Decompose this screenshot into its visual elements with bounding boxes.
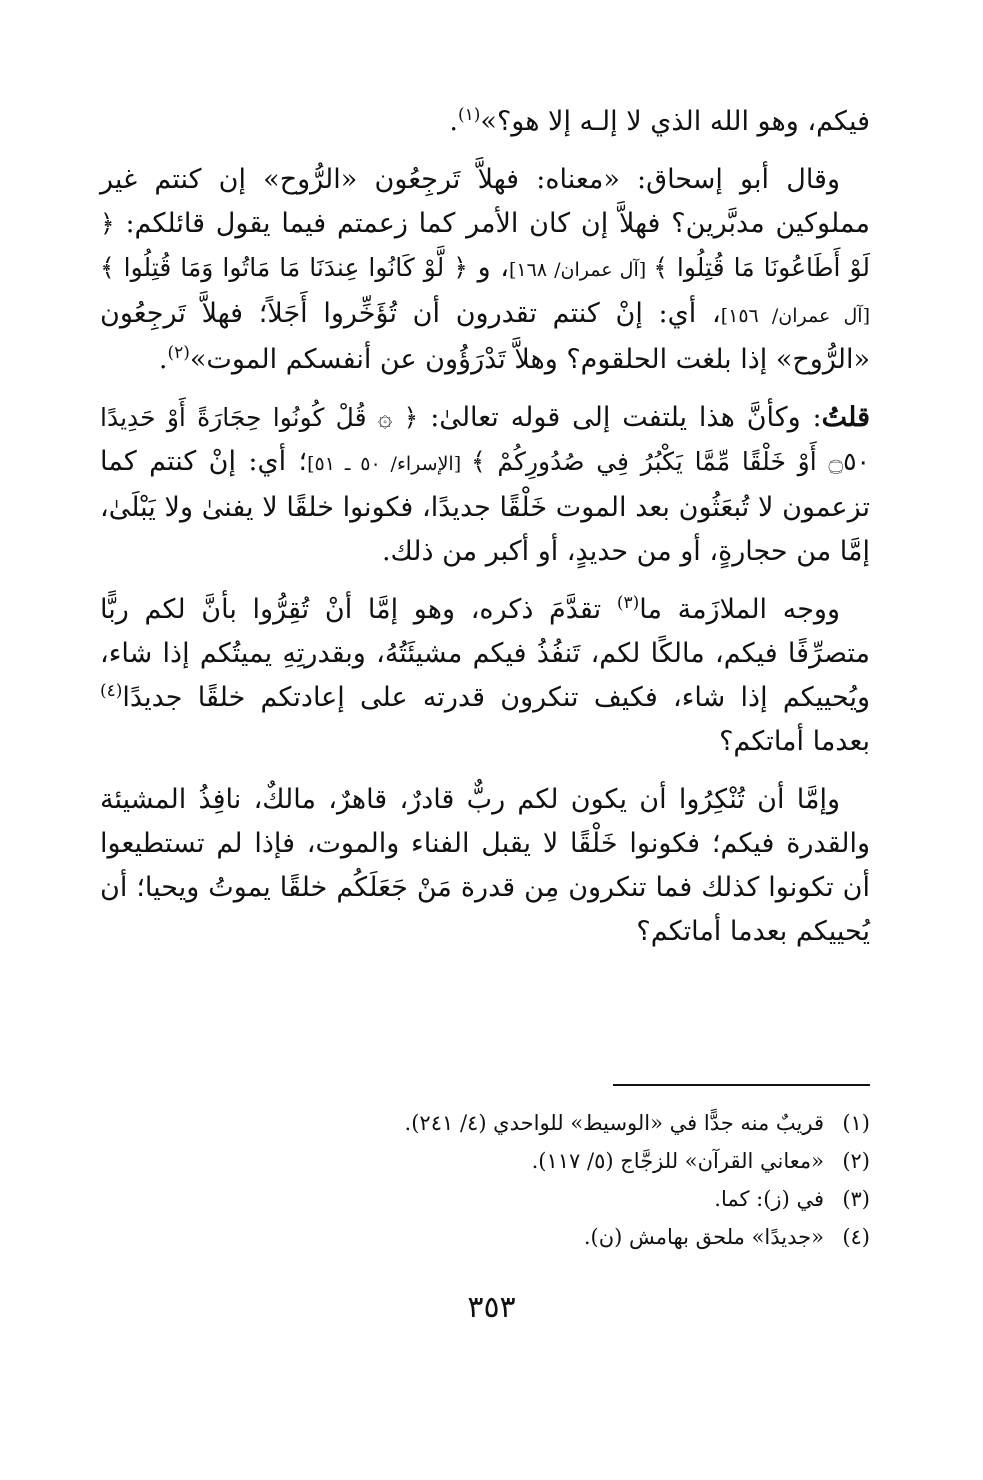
footnote [100, 1104, 870, 1142]
footnote-number: (١) [842, 1111, 870, 1135]
paragraph-5 [100, 778, 870, 954]
paragraph-2-end: . [158, 344, 168, 375]
footnote-number: (٣) [842, 1187, 870, 1211]
paragraph-2 [100, 158, 870, 382]
paragraph-4 [100, 588, 870, 764]
paragraph-3-text-b: ؛ أي: إنْ كنتم كما تزعمون لا تُبعَثُون بعد الموت خَلْقًا جديدًا، فكونوا خلقًا لا يفنىٰ ولا يَبْلَىٰ، إمَّا من حجارةٍ، أو من حديدٍ، أو أكبر من ذلك. [100, 446, 870, 567]
footnote-text: قريبٌ منه جدًّا في «الوسيط» للواحدي (٤/ ٢٤١). [404, 1111, 824, 1135]
paragraph-2-text-c: ، أي: إنْ كنتم تقدرون أن تُؤَخِّروا أَجَلاً؛ فهلاَّ تَرجِعُون «الرُّوح» إذا بلغت الحلقوم؟ وهلاَّ تَدْرَؤُون عن أنفسكم الموت» [100, 298, 870, 375]
paragraph-3 [100, 396, 870, 574]
quran-verse-3: ﴿ ۞ قُلْ كُونُوا حِجَارَةً أَوْ حَدِيدًا ۝٥٠ أَوْ خَلْقًا مِّمَّا يَكْبُرُ فِي صُدُورِكُمْ ﴾ [100, 403, 870, 476]
paragraph-2-text-a: وقال أبو إسحاق: «معناه: فهلاَّ تَرجِعُون «الرُّوح» إن كنتم غير مملوكين مدبَّرين؟ فهلاَّ إن كان الأمر كما زعمتم فيما يقول قائلكم: [100, 164, 870, 239]
paragraph-1 [100, 100, 870, 144]
paragraph-3-text-a: : وكأنَّ هذا يلتفت إلى قوله تعالىٰ: [418, 402, 822, 433]
quran-verse-2: ﴿ لَّوْ كَانُوا عِندَنَا مَا مَاتُوا وَمَا قُتِلُوا ﴾ [100, 253, 468, 282]
quran-verse-1: ﴿ لَوْ أَطَاعُونَا مَا قُتِلُوا ﴾ [100, 209, 870, 282]
footnote [100, 1218, 870, 1256]
paragraph-4-text-a: ووجه الملازَمة ما [639, 594, 840, 625]
footnote-text: «جديدًا» ملحق بهامش (ن). [583, 1225, 824, 1249]
footnotes [100, 1104, 870, 1256]
footnote-divider [613, 1084, 870, 1086]
paragraph-1-end: . [449, 106, 458, 137]
verse-reference-2: [آل عمران/ ١٥٦] [720, 305, 870, 327]
footnote-ref-1: (١) [458, 105, 481, 125]
paragraph-4-text-c: بعدما أماتكم؟ [719, 726, 870, 757]
footnote [100, 1180, 870, 1218]
paragraph-5-text: وإمَّا أن تُنْكِرُوا أن يكون لكم ربٌّ قادرٌ، قاهرٌ، مالكٌ، نافِذُ المشيئة والقدرة فيكم؛ فكونوا خَلْقًا لا يقبل الفناء والموت، فإذا لم تستطيعوا أن تكونوا كذلك فما تنكرون مِن قدرة مَنْ جَعَلَكُم خلقًا يموتُ ويحيا؛ أن يُحييكم بعدما أماتكم؟ [100, 784, 870, 947]
verse-reference-3: [الإسراء/ ٥٠ ـ ٥١] [307, 453, 471, 475]
footnote-number: (٢) [842, 1149, 870, 1173]
footnote [100, 1142, 870, 1180]
footnote-ref-2: (٢) [167, 343, 190, 363]
paragraph-1-text: فيكم، وهو الله الذي لا إلـه إلا هو؟» [480, 106, 870, 137]
page-body [100, 100, 870, 968]
paragraph-4-text-b: تقدَّمَ ذكره، وهو إمَّا أنْ تُقِرُّوا بأنَّ لكم ربًّا متصرِّفًا فيكم، مالكًا لكم، تَنفُذُ فيكم مشيئَتُهُ، وبقدرتِهِ يميتُكم إذا شاء، ويُحييكم إذا شاء، فكيف تنكرون قدرته على إعادتكم خلقًا جديدًا [100, 594, 870, 713]
footnote-ref-4: (٤) [100, 681, 123, 701]
footnote-ref-3: (٣) [616, 593, 640, 613]
paragraph-2-text-b: ، و [467, 252, 509, 283]
paragraph-3-lead: قلتُ [821, 402, 870, 433]
footnote-text: «معاني القرآن» للزجَّاج (٥/ ١١٧). [531, 1149, 824, 1173]
page-number: ٣٥٣ [467, 1290, 516, 1325]
footnote-number: (٤) [842, 1225, 870, 1249]
footnote-text: في (ز): كما. [714, 1187, 824, 1211]
verse-reference-1: [آل عمران/ ١٦٨] [508, 259, 654, 281]
